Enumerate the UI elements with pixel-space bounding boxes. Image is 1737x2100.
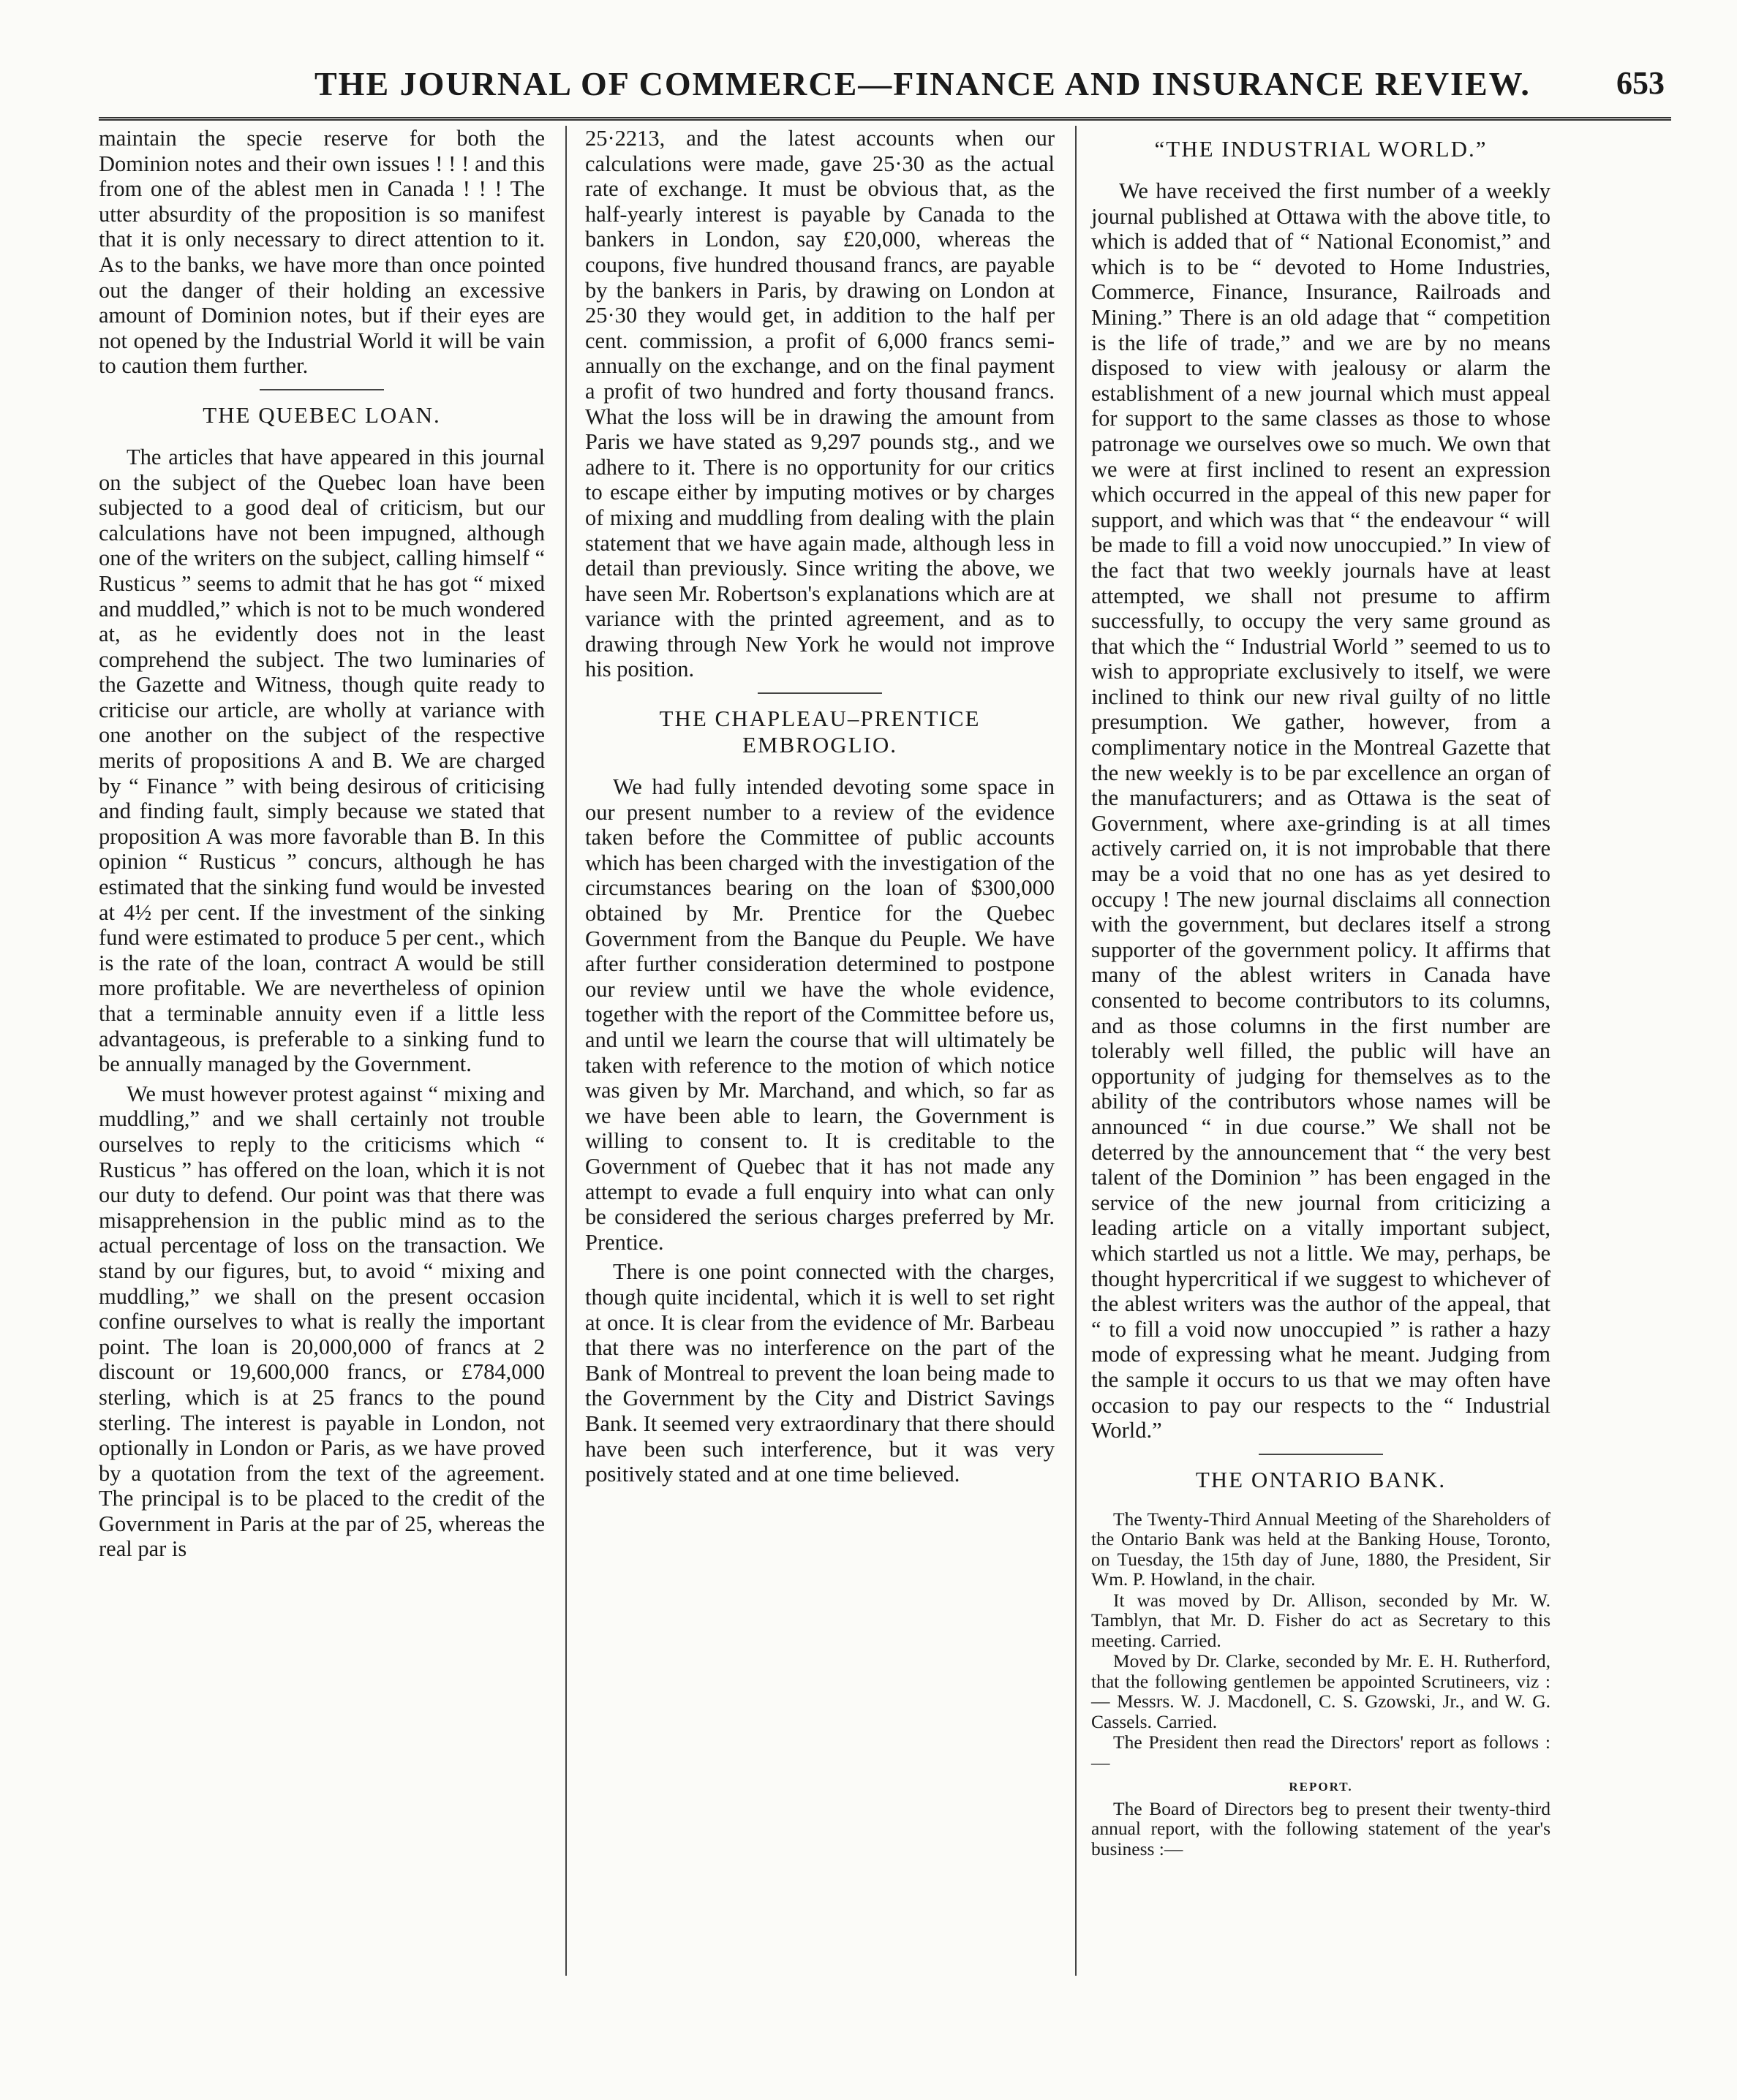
paragraph: The Twenty-Third Annual Meeting of the Shareholders of the Ontario Bank was held at the Banking House, Toronto, on Tuesday, the 15th day of June, 1880, the President, Sir Wm. P. Howland, in the chair. <box>1091 1508 1551 1590</box>
section-rule <box>260 389 384 390</box>
paragraph: Moved by Dr. Clarke, seconded by Mr. E. H. Rutherford, that the following gentlemen be appointed Scrutineers, viz :— Messrs. W. J. Macdonell, C. S. Gzowski, Jr., and W. G. Cassels. Carried. <box>1091 1650 1551 1732</box>
heading-chapleau-prentice: THE CHAPLEAU–PRENTICE EMBROGLIO. <box>659 706 981 758</box>
paragraph: There is one point connected with the charges, though quite incidental, which it is well to set right at once. It is clear from the evidence of Mr. Barbeau that there was no interference on the part of the Bank of Montreal to prevent the loan being made to the Government by the City and District Savings Bank. It seemed very extraordinary that there should have been such interference, but it was very positively stated and at one time believed. <box>585 1259 1055 1487</box>
article-continuation: maintain the specie reserve for both the Dominion notes and their own issues ! ! ! and this from one of the ablest men in Canada ! ! ! The utter absurdity of the proposition is so manifest that it is only necessary to direct attention to it. As to the banks, we have more than once pointed out the danger of their holding an excessive amount of Dominion notes, but if their eyes are not opened by the Industrial World it will be vain to caution them further. <box>99 126 545 379</box>
header-rule <box>99 117 1671 121</box>
heading-quebec-loan: THE QUEBEC LOAN. <box>203 401 441 428</box>
column-2 <box>585 126 1055 1492</box>
section-rule <box>1259 1454 1383 1455</box>
running-head <box>0 64 1737 116</box>
paragraph: The President then read the Directors' report as follows :— <box>1091 1731 1551 1773</box>
journal-title: THE JOURNAL OF COMMERCE—FINANCE AND INSURANCE REVIEW. <box>314 65 1531 102</box>
article-continuation: 25·2213, and the latest accounts when our calculations were made, gave 25·30 as the actual rate of exchange. It must be obvious that, as the half-yearly interest is payable by Canada to the bankers in London, say £20,000, whereas the coupons, five hundred thousand francs, are payable by the bankers in Paris, by drawing on London at 25·30 they would get, in addition to the half per cent. commission, a profit of 6,000 francs semi-annually on the exchange, and on the final payment a profit of two hundred and forty thousand francs. What the loss will be in drawing the amount from Paris we have stated as 9,297 pounds stg., and we adhere to it. There is no opportunity for our critics to escape either by imputing motives or by charges of mixing and muddling from dealing with the plain statement that we have again made, although less in detail than previously. Since writing the above, we have seen Mr. Robertson's explanations which are at variance with the printed agreement, and as to drawing through New York he would not improve his position. <box>585 126 1055 682</box>
column-3 <box>1091 126 1551 1859</box>
paragraph: We had fully intended devoting some space in our present number to a review of the evidence taken before the Committee of public accounts which has been charged with the investigation of the circumstances bearing on the loan of $300,000 obtained by Mr. Prentice for the Quebec Government from the Banque du Peuple. We have after further consideration determined to postpone our review until we have the whole evidence, together with the report of the Committee before us, and until we learn the course that will ultimately be taken with reference to the motion of which notice was given by Mr. Marchand, and which, so far as we have been able to learn, the Government is willing to consent to. It is creditable to the Government of Quebec that it has not made any attempt to evade a full enquiry into what can only be considered the serious charges preferred by Mr. Prentice. <box>585 774 1055 1255</box>
page-number: 653 <box>1616 65 1665 101</box>
paragraph: We must however protest against “ mixing and muddling,” and we shall certainly not trouble ourselves to reply to the criticisms which “ Rusticus ” has offered on the loan, which it is not our duty to defend. Our point was that there was misapprehension in the public mind as to the actual percentage of loss on the transaction. We stand by our figures, but, to avoid “ mixing and muddling,” we shall on the present occasion confine ourselves to what is really the important point. The loan is 20,000,000 of francs at 2 discount or 19,600,000 francs, or £784,000 sterling, which is at 25 francs to the pound sterling. The interest is payable in London, not optionally in London or Paris, as we have proved by a quotation from the text of the agreement. The principal is to be placed to the credit of the Government in Paris at the par of 25, whereas the real par is <box>99 1081 545 1562</box>
report-subheading: REPORT. <box>1289 1780 1353 1794</box>
ontario-bank-report <box>1091 1509 1551 1859</box>
paragraph: The articles that have appeared in this journal on the subject of the Quebec loan have been subjected to a good deal of criticism, but our calculations have not been impugned, although one of the writers on the subject, calling himself “ Rusticus ” seems to admit that he has got “ mixed and muddled,” which is not to be much wondered at, as he evidently does not in the least comprehend the subject. The two luminaries of the Gazette and Witness, though quite ready to criticise our article, are wholly at variance with one another on the subject of the respective merits of propositions A and B. We are charged by “ Finance ” with being desirous of criticising and finding fault, simply because we stated that proposition A was more favorable than B. In this opinion “ Rusticus ” concurs, although he has estimated that the sinking fund would be invested at 4½ per cent. If the investment of the sinking fund were estimated to produce 5 per cent., which is the rate of the loan, contract A would be still more profitable. We are nevertheless of opinion that a terminable annuity even if a little less advantageous, is preferable to a sinking fund to be annually managed by the Government. <box>99 444 545 1077</box>
paragraph: It was moved by Dr. Allison, seconded by Mr. W. Tamblyn, that Mr. D. Fisher do act as Secretary to this meeting. Carried. <box>1091 1589 1551 1651</box>
heading-ontario-bank: THE ONTARIO BANK. <box>1195 1466 1447 1492</box>
column-rule-right <box>1075 126 1077 1976</box>
paragraph: We have received the first number of a weekly journal published at Ottawa with the above title, to which is added that of “ National Economist,” and which is to be “ devoted to Home Industries, Commerce, Finance, Insurance, Railroads and Mining.” There is an old adage that “ competition is the life of trade,” and we are by no means disposed to view with jealousy or alarm the establishment of a new journal which must appeal for support to the same classes as those to whose patronage we ourselves owe so much. We own that we were at first inclined to resent an expression which occurred in the appeal of this new paper for support, and which was that “ the endeavour “ will be made to fill a void now unoccupied.” In view of the fact that two weekly journals have at least attempted, we shall not presume to affirm successfully, to occupy the very same ground as that which the “ Industrial World ” seemed to us to wish to appropriate exclusively to itself, we were inclined to think our new rival guilty of no little presumption. We gather, however, from a complimentary notice in the Montreal Gazette that the new weekly is to be par excellence an organ of the manufacturers; and as Ottawa is the seat of Government, where axe-grinding is at all times actively carried on, it is not improbable that there may be a void that no one has as yet desired to occupy ! The new journal disclaims all connection with the government, but declares itself a strong supporter of the government policy. It affirms that many of the ablest writers in Canada have consented to become contributors to its columns, and as those columns in the first number are tolerably well filled, the public will have an opportunity of judging for themselves as to the ability of the contributors whose names will be announced “ in due course.” We shall not be deterred by the announcement that “ the very best talent of the Dominion ” has been engaged in the service of the new journal from criticizing a leading article on a vitally important subject, which startled us not a little. We may, perhaps, be thought hypercritical if we suggest to whichever of the ablest writers was the author of the appeal, that “ to fill a void now unoccupied ” is rather a hazy mode of expressing what he meant. Judging from the sample it occurs to us that we may often have occasion to pay our respects to the “ Industrial World.” <box>1091 178 1551 1443</box>
heading-industrial-world: “THE INDUSTRIAL WORLD.” <box>1154 136 1488 162</box>
paragraph: The Board of Directors beg to present their twenty-third annual report, with the following statement of the year's business :— <box>1091 1797 1551 1859</box>
column-rule-left <box>565 126 567 1976</box>
section-rule <box>758 692 882 694</box>
column-1 <box>99 126 545 1566</box>
